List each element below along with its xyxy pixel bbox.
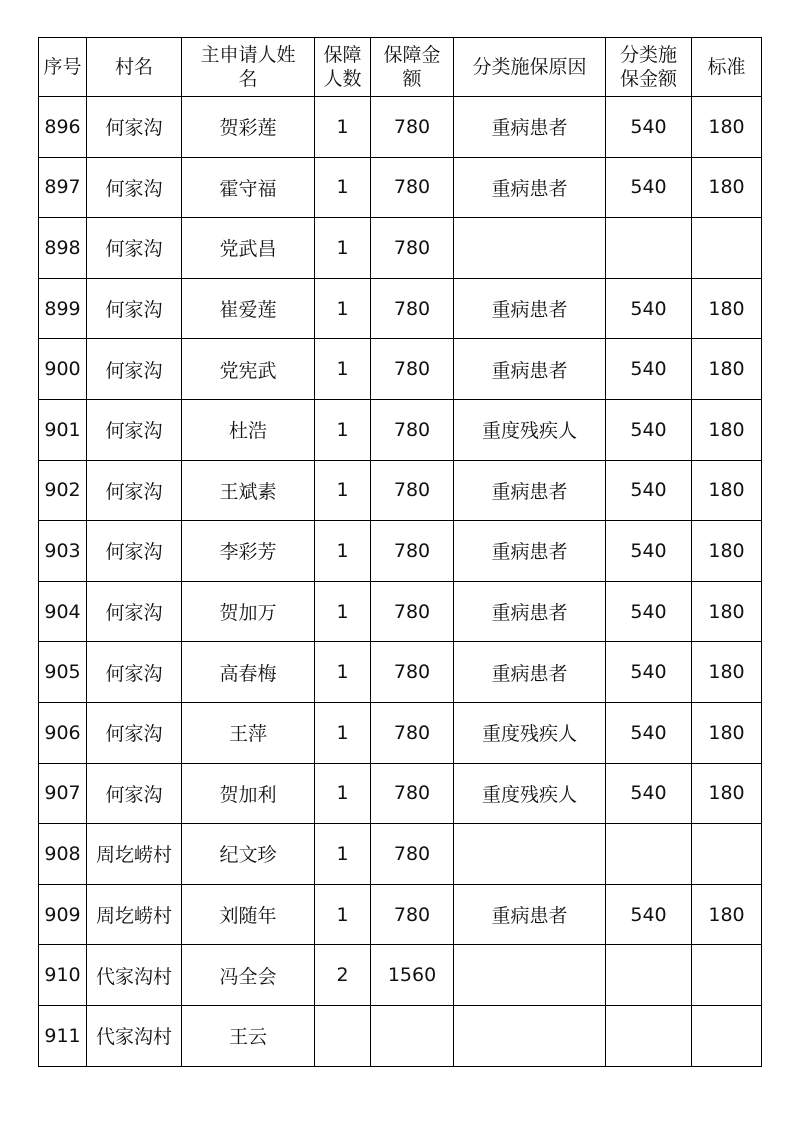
header-seq: 序号 [39, 38, 87, 97]
cell-applicant-name: 贺加万 [182, 581, 315, 642]
cell-standard [692, 945, 762, 1006]
table-row [39, 521, 762, 582]
cell-reason: 重度残疾人 [454, 399, 606, 460]
cell-seq: 909 [39, 884, 87, 945]
cell-count: 1 [315, 824, 371, 885]
cell-extra-amount [606, 1005, 692, 1066]
cell-amount: 780 [371, 399, 454, 460]
cell-extra-amount: 540 [606, 521, 692, 582]
cell-applicant-name: 贺彩莲 [182, 97, 315, 158]
cell-count: 1 [315, 642, 371, 703]
cell-reason [454, 218, 606, 279]
cell-reason [454, 824, 606, 885]
cell-amount: 780 [371, 884, 454, 945]
header-extra-amount: 分类施保金额 [606, 38, 692, 97]
cell-applicant-name: 王云 [182, 1005, 315, 1066]
cell-extra-amount: 540 [606, 460, 692, 521]
cell-village: 何家沟 [87, 339, 182, 400]
cell-count [315, 1005, 371, 1066]
cell-reason: 重病患者 [454, 278, 606, 339]
header-village: 村名 [87, 38, 182, 97]
cell-amount: 780 [371, 278, 454, 339]
cell-village: 周圪崂村 [87, 824, 182, 885]
cell-seq: 910 [39, 945, 87, 1006]
cell-seq: 904 [39, 581, 87, 642]
cell-seq: 903 [39, 521, 87, 582]
table-row [39, 399, 762, 460]
cell-applicant-name: 党宪武 [182, 339, 315, 400]
cell-count: 1 [315, 460, 371, 521]
cell-amount: 780 [371, 157, 454, 218]
cell-seq: 900 [39, 339, 87, 400]
table-row [39, 460, 762, 521]
cell-standard: 180 [692, 642, 762, 703]
cell-standard: 180 [692, 157, 762, 218]
table-row [39, 157, 762, 218]
cell-village: 何家沟 [87, 763, 182, 824]
cell-village: 何家沟 [87, 581, 182, 642]
cell-extra-amount: 540 [606, 399, 692, 460]
cell-amount: 780 [371, 581, 454, 642]
cell-applicant-name: 崔爱莲 [182, 278, 315, 339]
cell-applicant-name: 冯全会 [182, 945, 315, 1006]
cell-seq: 907 [39, 763, 87, 824]
cell-applicant-name: 党武昌 [182, 218, 315, 279]
cell-seq: 896 [39, 97, 87, 158]
header-count: 保障人数 [315, 38, 371, 97]
cell-standard: 180 [692, 339, 762, 400]
cell-standard: 180 [692, 460, 762, 521]
cell-seq: 899 [39, 278, 87, 339]
cell-amount: 1560 [371, 945, 454, 1006]
cell-standard: 180 [692, 278, 762, 339]
cell-extra-amount [606, 218, 692, 279]
cell-applicant-name: 李彩芳 [182, 521, 315, 582]
cell-count: 1 [315, 339, 371, 400]
cell-standard: 180 [692, 399, 762, 460]
cell-village: 何家沟 [87, 642, 182, 703]
cell-reason: 重病患者 [454, 97, 606, 158]
cell-count: 1 [315, 157, 371, 218]
table-row [39, 218, 762, 279]
cell-seq: 911 [39, 1005, 87, 1066]
cell-standard: 180 [692, 97, 762, 158]
cell-standard: 180 [692, 702, 762, 763]
cell-count: 1 [315, 399, 371, 460]
cell-village: 何家沟 [87, 157, 182, 218]
cell-amount: 780 [371, 763, 454, 824]
table-row [39, 884, 762, 945]
cell-applicant-name: 王斌素 [182, 460, 315, 521]
header-reason: 分类施保原因 [454, 38, 606, 97]
cell-reason [454, 945, 606, 1006]
cell-applicant-name: 高春梅 [182, 642, 315, 703]
table-row [39, 702, 762, 763]
cell-extra-amount: 540 [606, 884, 692, 945]
cell-reason: 重病患者 [454, 581, 606, 642]
cell-seq: 901 [39, 399, 87, 460]
cell-reason: 重病患者 [454, 521, 606, 582]
table-row [39, 278, 762, 339]
cell-amount: 780 [371, 218, 454, 279]
cell-extra-amount [606, 945, 692, 1006]
cell-count: 1 [315, 97, 371, 158]
cell-village: 何家沟 [87, 460, 182, 521]
cell-village: 何家沟 [87, 278, 182, 339]
cell-amount: 780 [371, 702, 454, 763]
cell-standard: 180 [692, 581, 762, 642]
cell-reason: 重病患者 [454, 339, 606, 400]
cell-count: 1 [315, 581, 371, 642]
cell-extra-amount: 540 [606, 339, 692, 400]
table-row [39, 339, 762, 400]
cell-reason [454, 1005, 606, 1066]
header-row [39, 38, 762, 97]
cell-village: 代家沟村 [87, 945, 182, 1006]
cell-village: 代家沟村 [87, 1005, 182, 1066]
cell-extra-amount: 540 [606, 763, 692, 824]
cell-standard [692, 218, 762, 279]
header-applicant-name: 主申请人姓名 [182, 38, 315, 97]
cell-standard [692, 824, 762, 885]
cell-village: 何家沟 [87, 97, 182, 158]
cell-amount: 780 [371, 521, 454, 582]
cell-count: 2 [315, 945, 371, 1006]
cell-reason: 重病患者 [454, 460, 606, 521]
cell-applicant-name: 纪文珍 [182, 824, 315, 885]
cell-reason: 重度残疾人 [454, 702, 606, 763]
table-row [39, 824, 762, 885]
cell-standard: 180 [692, 884, 762, 945]
cell-count: 1 [315, 884, 371, 945]
cell-count: 1 [315, 763, 371, 824]
cell-village: 何家沟 [87, 218, 182, 279]
cell-seq: 908 [39, 824, 87, 885]
cell-extra-amount: 540 [606, 581, 692, 642]
table-row [39, 1005, 762, 1066]
cell-village: 何家沟 [87, 399, 182, 460]
cell-village: 何家沟 [87, 521, 182, 582]
cell-amount [371, 1005, 454, 1066]
cell-extra-amount: 540 [606, 157, 692, 218]
table-row [39, 945, 762, 1006]
cell-seq: 902 [39, 460, 87, 521]
cell-amount: 780 [371, 824, 454, 885]
assistance-table [38, 37, 762, 1067]
cell-count: 1 [315, 521, 371, 582]
cell-extra-amount: 540 [606, 278, 692, 339]
cell-seq: 905 [39, 642, 87, 703]
cell-extra-amount: 540 [606, 702, 692, 763]
cell-applicant-name: 霍守福 [182, 157, 315, 218]
cell-count: 1 [315, 702, 371, 763]
cell-reason: 重病患者 [454, 157, 606, 218]
cell-applicant-name: 刘随年 [182, 884, 315, 945]
table-row [39, 642, 762, 703]
cell-standard [692, 1005, 762, 1066]
cell-applicant-name: 王萍 [182, 702, 315, 763]
cell-extra-amount: 540 [606, 642, 692, 703]
cell-extra-amount: 540 [606, 97, 692, 158]
cell-reason: 重病患者 [454, 884, 606, 945]
cell-amount: 780 [371, 460, 454, 521]
cell-amount: 780 [371, 339, 454, 400]
cell-village: 何家沟 [87, 702, 182, 763]
cell-applicant-name: 贺加利 [182, 763, 315, 824]
cell-standard: 180 [692, 521, 762, 582]
cell-count: 1 [315, 278, 371, 339]
table-row [39, 581, 762, 642]
cell-seq: 906 [39, 702, 87, 763]
cell-reason: 重度残疾人 [454, 763, 606, 824]
header-standard: 标准 [692, 38, 762, 97]
cell-count: 1 [315, 218, 371, 279]
header-amount: 保障金额 [371, 38, 454, 97]
table-body [39, 97, 762, 1067]
table-row [39, 97, 762, 158]
cell-seq: 898 [39, 218, 87, 279]
cell-amount: 780 [371, 642, 454, 703]
cell-standard: 180 [692, 763, 762, 824]
cell-reason: 重病患者 [454, 642, 606, 703]
cell-applicant-name: 杜浩 [182, 399, 315, 460]
cell-village: 周圪崂村 [87, 884, 182, 945]
cell-seq: 897 [39, 157, 87, 218]
table-row [39, 763, 762, 824]
cell-amount: 780 [371, 97, 454, 158]
cell-extra-amount [606, 824, 692, 885]
